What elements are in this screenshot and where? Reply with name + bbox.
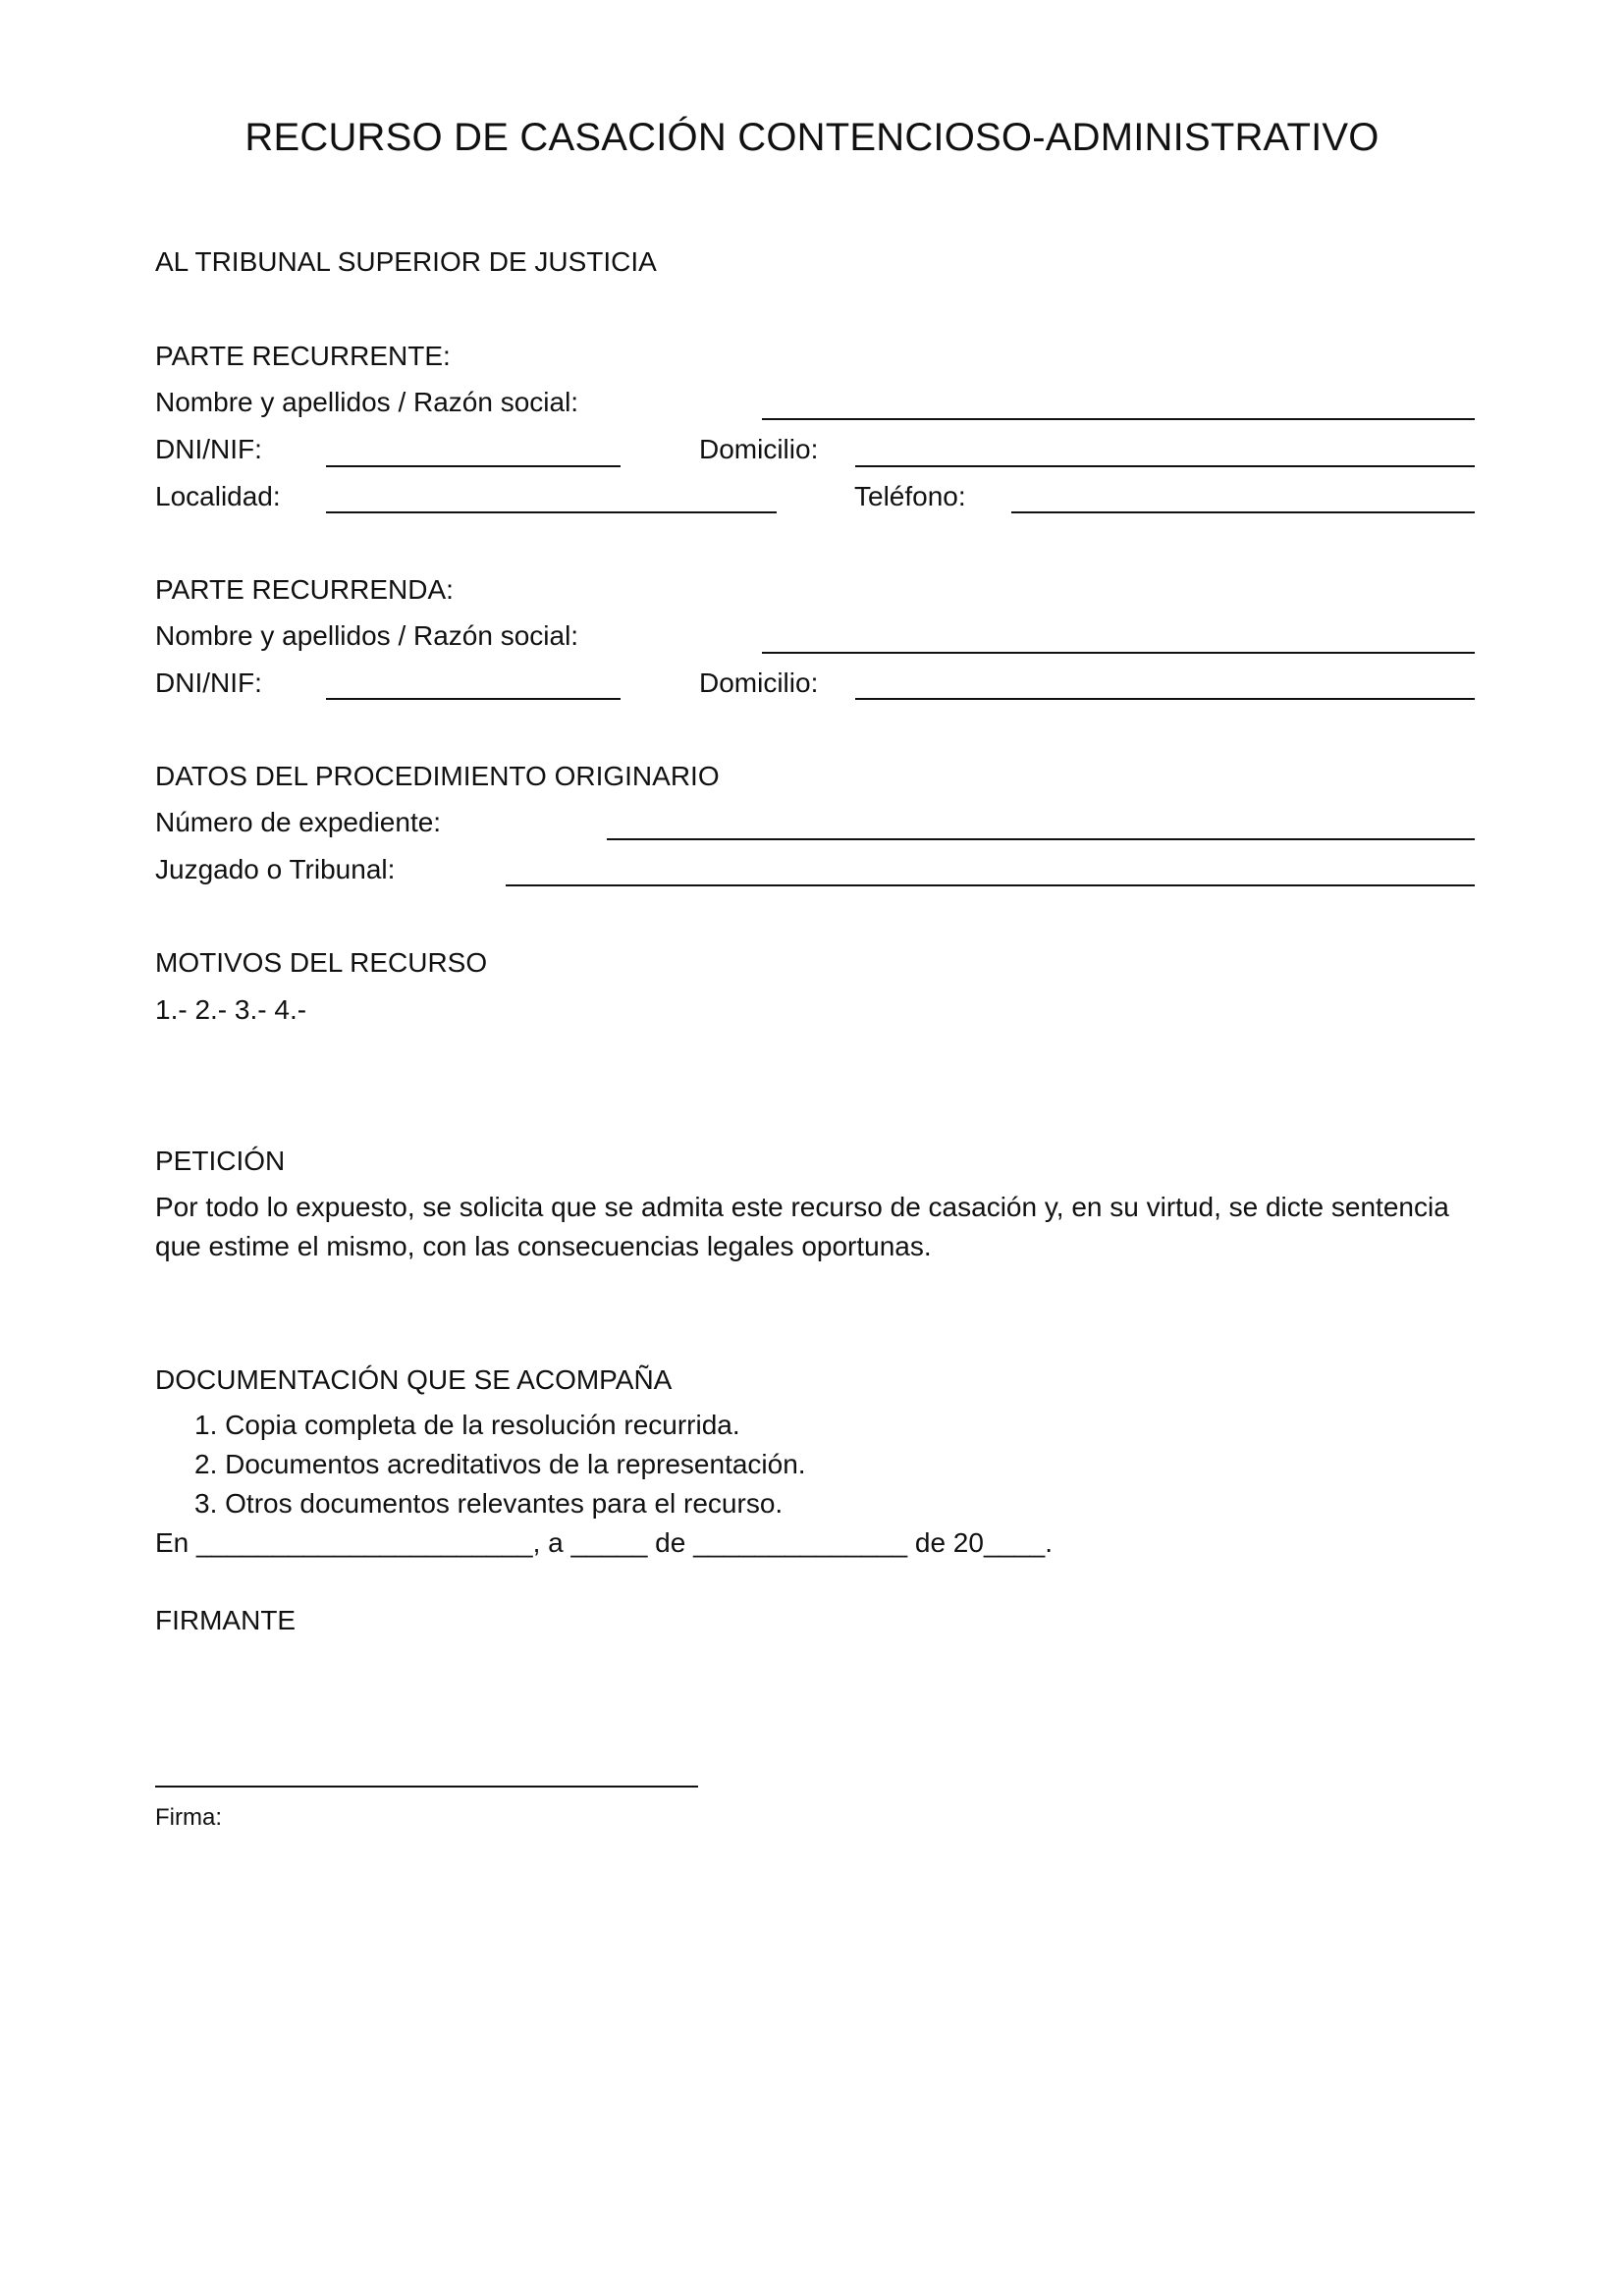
addressee: AL TRIBUNAL SUPERIOR DE JUSTICIA	[155, 246, 657, 277]
juzgado-label: Juzgado o Tribunal:	[155, 854, 396, 884]
motivos-items: 1.- 2.- 3.- 4.-	[155, 994, 307, 1025]
recurrente-telefono-label: Teléfono:	[854, 481, 966, 511]
recurrente-name-label: Nombre y apellidos / Razón social:	[155, 387, 579, 417]
recurrente-localidad-field[interactable]	[326, 511, 777, 513]
firmante-heading: FIRMANTE	[155, 1605, 297, 1635]
recurrente-localidad-label: Localidad:	[155, 481, 281, 511]
signature-line[interactable]	[155, 1786, 698, 1788]
recurrente-domicilio-label: Domicilio:	[699, 434, 819, 464]
procedimiento-heading: DATOS DEL PROCEDIMIENTO ORIGINARIO	[155, 761, 720, 791]
motivos-heading: MOTIVOS DEL RECURSO	[155, 947, 488, 978]
date-line: En ______________________, a _____ de ______________ de 20____.	[155, 1527, 1054, 1558]
recurrente-dni-label: DNI/NIF:	[155, 434, 262, 464]
expediente-label: Número de expediente:	[155, 807, 442, 837]
peticion-heading: PETICIÓN	[155, 1146, 286, 1176]
recurrenda-domicilio-field[interactable]	[855, 698, 1475, 700]
peticion-text: Por todo lo expuesto, se solicita que se admita este recurso de casación y, en su virtud, se dicte sentencia que estime el mismo, con las consecuencias legales oportunas.	[155, 1192, 1449, 1261]
recurrente-domicilio-field[interactable]	[855, 465, 1475, 467]
recurrenda-dni-field[interactable]	[326, 698, 621, 700]
recurrenda-heading: PARTE RECURRENDA:	[155, 574, 454, 605]
recurrente-dni-field[interactable]	[326, 465, 621, 467]
recurrenda-dni-label: DNI/NIF:	[155, 667, 262, 698]
recurrenda-name-label: Nombre y apellidos / Razón social:	[155, 620, 579, 651]
documentacion-heading: DOCUMENTACIÓN QUE SE ACOMPAÑA	[155, 1364, 673, 1395]
documentacion-item: 2. Documentos acreditativos de la representación.	[194, 1449, 806, 1479]
recurrente-name-field[interactable]	[762, 418, 1475, 420]
juzgado-field[interactable]	[506, 884, 1475, 886]
recurrente-telefono-field[interactable]	[1011, 511, 1475, 513]
documentacion-item: 1. Copia completa de la resolución recurrida.	[194, 1410, 740, 1440]
signature-label: Firma:	[155, 1804, 222, 1831]
documentacion-item: 3. Otros documentos relevantes para el recurso.	[194, 1488, 784, 1519]
recurrenda-domicilio-label: Domicilio:	[699, 667, 819, 698]
document-title: RECURSO DE CASACIÓN CONTENCIOSO-ADMINISTRATIVO	[244, 116, 1380, 159]
recurrenda-name-field[interactable]	[762, 652, 1475, 654]
expediente-field[interactable]	[607, 838, 1475, 840]
recurrente-heading: PARTE RECURRENTE:	[155, 341, 451, 371]
